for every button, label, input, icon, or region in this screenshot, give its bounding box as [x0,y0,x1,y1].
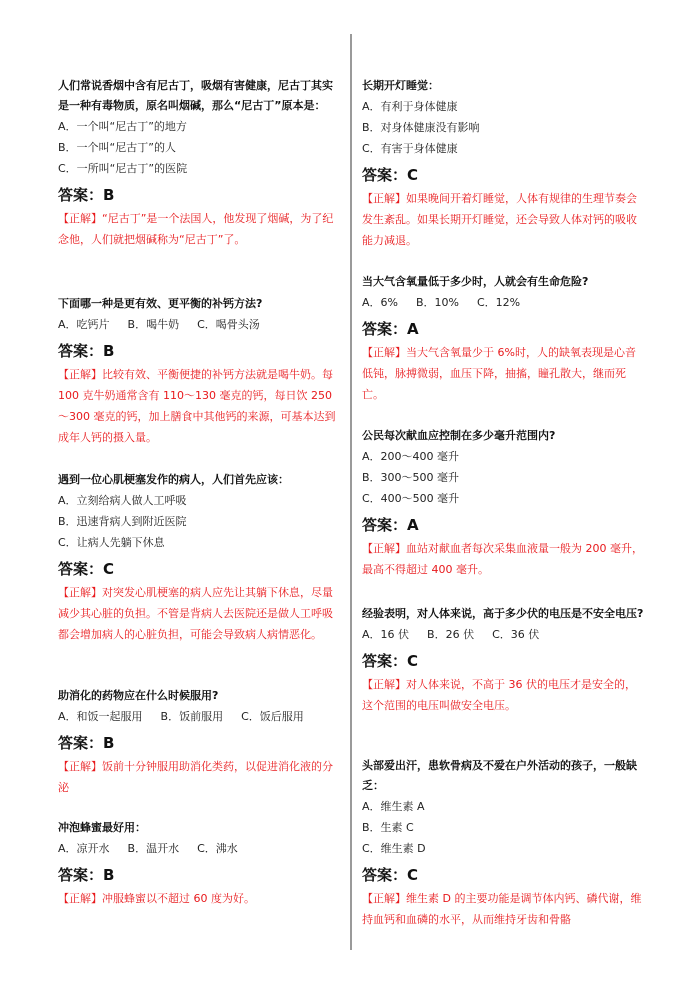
options-row [58,706,342,727]
answer: 答案：C [58,560,115,578]
option-a: A．一个叫“尼古丁”的地方 [58,120,187,133]
option-a: A．吃钙片 [58,318,110,331]
explanation: 【正解】冲服蜂蜜以不超过 60 度为好。 [58,892,255,905]
question-honey [58,818,342,909]
option-b: B．喝牛奶 [127,318,180,331]
option-c: C．36 伏 [492,628,540,641]
option-a: A．维生素 A [362,800,425,813]
option-c: C．维生素 D [362,842,426,855]
explanation: 【正解】对人体来说，不高于 36 伏的电压才是安全的，这个范围的电压叫做安全电压。 [362,678,636,712]
question-stem: 遇到一位心肌梗塞发作的病人，人们首先应该： [58,473,289,486]
question-stem: 长期开灯睡觉： [362,79,439,92]
answer: 答案：C [362,866,419,884]
explanation: 【正解】对突发心肌梗塞的病人应先让其躺下休息，尽量减少其心脏的负担。不管是背病人去医院还是做人工呼吸都会增加病人的心脏负担，可能会导致病人病情恶化。 [58,586,333,641]
question-nicotine [58,76,342,250]
explanation: 【正解】维生素 D 的主要功能是调节体内钙、磷代谢，维持血钙和血磷的水平，从而维持牙齿和骨骼 [362,892,642,926]
option-a: A．6% [362,296,398,309]
explanation: 【正解】血站对献血者每次采集血液量一般为 200 毫升，最高不得超过 400 毫升。 [362,542,643,576]
options-row [58,314,342,335]
option-c: C．喝骨头汤 [197,318,260,331]
option-c: C．12% [476,296,521,309]
option-a: A．立刻给病人做人工呼吸 [58,494,187,507]
explanation: 【正解】如果晚间开着灯睡觉，人体有规律的生理节奏会发生紊乱。如果长期开灯睡觉，还会导致人体对钙的吸收能力减退。 [362,192,637,247]
explanation: 【正解】“尼古丁”是一个法国人，他发现了烟碱，为了纪念他，人们就把烟碱称为“尼古丁”了。 [58,212,334,246]
explanation: 【正解】饭前十分钟服用助消化类药，以促进消化液的分泌 [58,760,333,794]
question-stem: 助消化的药物应在什么时候服用? [58,689,219,702]
option-b: B．生素 C [362,821,414,834]
explanation: 【正解】当大气含氧量少于 6%时，人的缺氧表现是心音低钝，脉搏微弱，血压下降，抽搐，瞳孔散大，继而死亡。 [362,346,636,401]
question-stem: 当大气含氧量低于多少时，人就会有生命危险? [362,275,589,288]
question-blood-donation [362,426,646,580]
question-stem: 公民每次献血应控制在多少毫升范围内? [362,429,556,442]
answer: 答案：B [58,342,115,360]
option-a: A．凉开水 [58,842,110,855]
option-c: C．饭后服用 [241,710,304,723]
answer: 答案：B [58,734,115,752]
option-b: B．温开水 [127,842,180,855]
answer: 答案：B [58,186,115,204]
option-a: A．200～400 毫升 [362,450,460,463]
option-b: B．饭前服用 [160,710,224,723]
option-c: C．一所叫“尼古丁”的医院 [58,162,188,175]
column-divider [350,34,352,950]
explanation: 【正解】比较有效、平衡便捷的补钙方法就是喝牛奶。每 100 克牛奶通常含有 110～130 毫克的钙，每日饮 250～300 毫克的钙，加上膳食中其他钙的来源，可基本达到成年人钙的摄入量。 [58,368,336,444]
option-b: B．迅速背病人到附近医院 [58,515,187,528]
question-stem: 经验表明，对人体来说，高于多少伏的电压是不安全电压? [362,607,644,620]
options-row [362,292,646,313]
question-heart-attack [58,470,342,645]
options-row [58,838,342,859]
answer: 答案：C [362,166,419,184]
question-voltage [362,604,646,716]
question-lights-on [362,76,646,251]
option-a: A．有利于身体健康 [362,100,458,113]
option-c: C．让病人先躺下休息 [58,536,165,549]
question-vitamin [362,756,646,930]
option-b: B．300～500 毫升 [362,471,460,484]
question-stem: 人们常说香烟中含有尼古丁，吸烟有害健康，尼古丁其实是一种有毒物质，原名叫烟碱，那么“尼古丁”原本是： [58,79,333,112]
option-a: A．16 伏 [362,628,410,641]
option-b: B．26 伏 [427,628,475,641]
answer: 答案：C [362,652,419,670]
options-row [362,624,646,645]
question-digestion [58,686,342,798]
option-b: B．对身体健康没有影响 [362,121,480,134]
answer: 答案：A [362,516,419,534]
question-stem: 下面哪一种是更有效、更平衡的补钙方法? [58,297,263,310]
option-b: B．10% [415,296,459,309]
option-a: A．和饭一起服用 [58,710,143,723]
answer: 答案：B [58,866,115,884]
option-c: C．沸水 [197,842,238,855]
option-c: C．400～500 毫升 [362,492,460,505]
question-stem: 冲泡蜂蜜最好用： [58,821,146,834]
option-c: C．有害于身体健康 [362,142,458,155]
option-b: B．一个叫“尼古丁”的人 [58,141,176,154]
question-stem: 头部爱出汗，患软骨病及不爱在户外活动的孩子，一般缺乏： [362,759,637,792]
question-calcium [58,294,342,448]
answer: 答案：A [362,320,419,338]
question-oxygen [362,272,646,405]
